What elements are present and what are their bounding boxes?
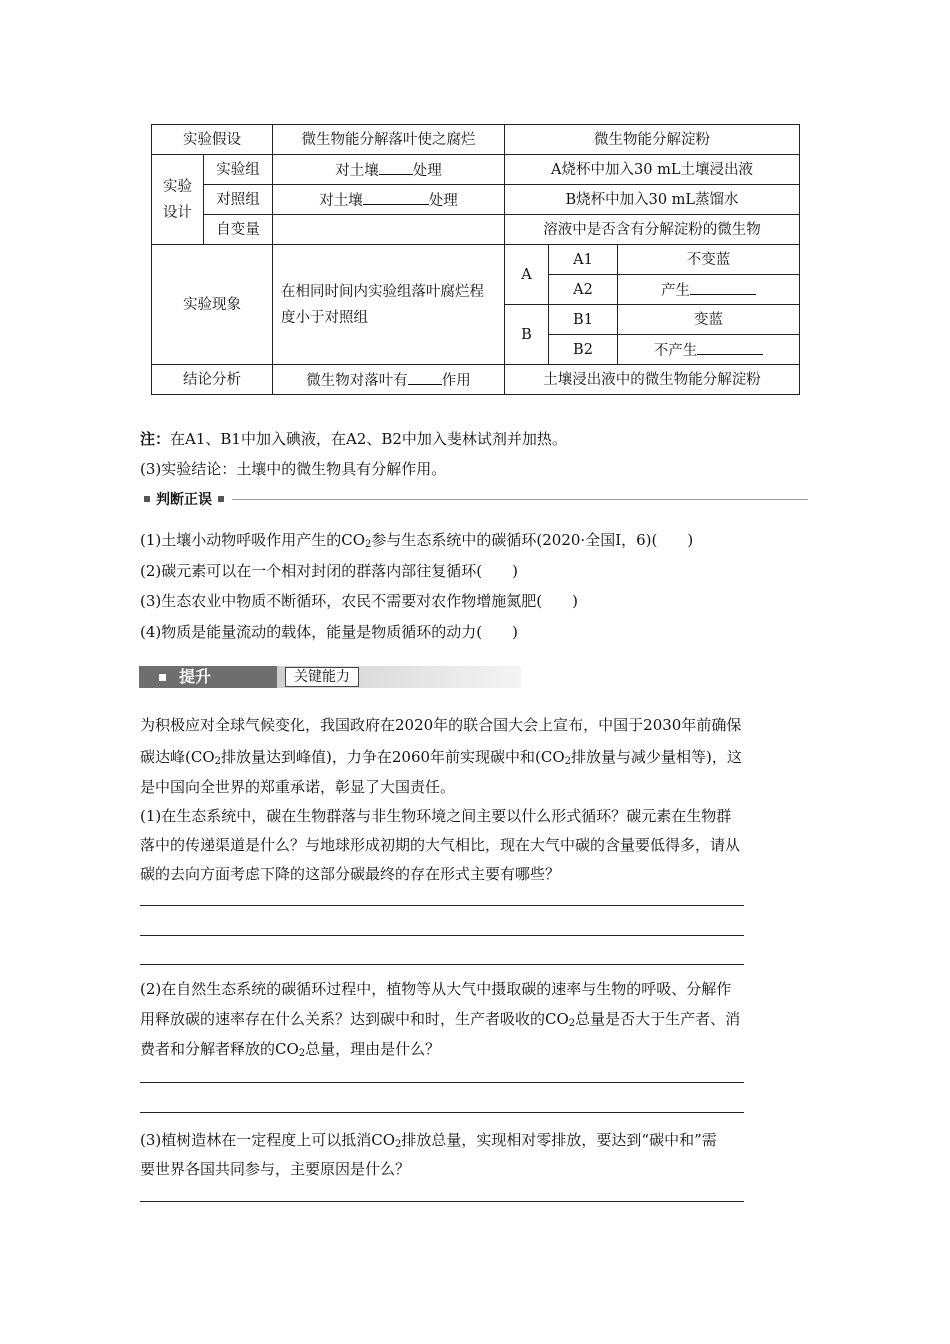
experimental-group-1 [273, 155, 505, 185]
fill-blank[interactable] [379, 160, 413, 175]
section-header [139, 660, 521, 694]
judge-item-3: (3)生态农业中物质不断循环，农民不需要对农作物增施氮肥( ) [140, 592, 578, 610]
fill-blank[interactable] [690, 280, 756, 295]
q2-3-a: 费者和分解者释放的CO [140, 1040, 299, 1058]
subscript: 2 [298, 1048, 306, 1059]
concl1-suffix: 作用 [441, 372, 471, 389]
question-1-line-1: (1)在生态系统中，碳在生物群落与非生物环境之间主要以什么形式循环？碳元素在生物群 [140, 807, 732, 825]
a2-result [618, 275, 800, 305]
question-1-line-3: 碳的去向方面考虑下降的这部分碳最终的存在形式主要有哪些？ [140, 865, 561, 883]
design-label-line2: 设计 [163, 204, 192, 221]
phenomenon-label: 实验现象 [152, 245, 273, 365]
intro-2-b: 排放量达到峰值)，力争在2060年前实现碳中和(CO [221, 748, 565, 766]
ctrl1-prefix: 对土壤 [319, 192, 363, 209]
intro-line-3: 是中国向全世界的郑重承诺，彰显了大国责任。 [140, 778, 456, 796]
experimental-group-2: A烧杯中加入30 mL土壤浸出液 [505, 155, 800, 185]
intro-2-c: 排放量与减少量相等)，这 [571, 748, 742, 766]
fill-blank[interactable] [408, 370, 442, 385]
b2-label: B2 [549, 335, 618, 365]
note-prefix: 注： [140, 430, 171, 448]
independent-variable-1 [273, 215, 505, 245]
subscript: 2 [365, 539, 372, 550]
subscript: 2 [395, 1139, 402, 1150]
phenomenon-1: 在相同时间内实验组落叶腐烂程度小于对照组 [273, 245, 505, 365]
q2-2-b: 总量是否大于生产者、消 [575, 1010, 741, 1028]
fill-blank[interactable] [363, 190, 429, 205]
conclusion-label: 结论分析 [152, 365, 273, 395]
q2-2-a: 用释放碳的速率存在什么关系？达到碳中和时，生产者吸收的CO [140, 1010, 569, 1028]
independent-variable-label: 自变量 [204, 215, 273, 245]
question-1-line-2: 落中的传递渠道是什么？与地球形成初期的大气相比，现在大气中碳的含量要低得多，请从 [140, 836, 741, 854]
square-bullet-icon [218, 496, 224, 502]
answer-line[interactable] [140, 1201, 744, 1202]
answer-line[interactable] [140, 1112, 744, 1113]
question-3-line-2: 要世界各国共同参与，主要原因是什么？ [140, 1160, 411, 1178]
b1-result: 变蓝 [618, 305, 800, 335]
design-label-line1: 实验 [163, 178, 192, 195]
a2-result-text: 产生 [661, 282, 691, 299]
intro-line-1: 为积极应对全球气候变化，我国政府在2020年的联合国大会上宣布，中国于2030年前确保 [140, 716, 742, 734]
question-2-line-3 [140, 1033, 812, 1070]
judge-item-4: (4)物质是能量流动的载体，能量是物质循环的动力( ) [140, 623, 518, 641]
intro-2-a: 碳达峰(CO [140, 748, 215, 766]
hypothesis-label: 实验假设 [152, 125, 273, 155]
control-group-1 [273, 185, 505, 215]
ctrl1-suffix: 处理 [428, 192, 458, 209]
divider [140, 499, 808, 500]
q2-3-b: 总量，理由是什么？ [305, 1040, 441, 1058]
judge-1-a: (1)土壤小动物呼吸作用产生的CO [140, 531, 366, 549]
section-title: 提升 [179, 667, 212, 686]
subscript: 2 [214, 756, 222, 767]
experiment-table [151, 124, 800, 395]
answer-line[interactable] [140, 1082, 744, 1083]
hypothesis-2: 微生物能分解淀粉 [505, 125, 800, 155]
square-bullet-icon [159, 674, 166, 681]
section-subtitle: 关键能力 [285, 667, 359, 687]
square-bullet-icon [144, 496, 150, 502]
b2-result-text: 不产生 [653, 342, 698, 359]
experimental-group-label: 实验组 [204, 155, 273, 185]
judge-header [140, 489, 808, 511]
q3-1-a: (3)植树造林在一定程度上可以抵消CO [140, 1131, 396, 1149]
a2-label: A2 [549, 275, 618, 305]
q3-1-b: 排放总量，实现相对零排放，要达到“碳中和”需 [401, 1131, 717, 1149]
experiment-conclusion: (3)实验结论：土壤中的微生物具有分解作用。 [140, 460, 447, 478]
b1-label: B1 [549, 305, 618, 335]
exp1-suffix: 处理 [412, 162, 442, 179]
design-label [152, 155, 204, 245]
control-group-label: 对照组 [204, 185, 273, 215]
judge-header-label [140, 489, 232, 511]
fill-blank[interactable] [697, 340, 763, 355]
judge-item-2: (2)碳元素可以在一个相对封闭的群落内部往复循环( ) [140, 562, 518, 580]
question-2-line-1: (2)在自然生态系统的碳循环过程中，植物等从大气中摄取碳的速率与生物的呼吸、分解作 [140, 980, 732, 998]
conclusion-2: 土壤浸出液中的微生物能分解淀粉 [505, 365, 800, 395]
control-group-2: B烧杯中加入30 mL蒸馏水 [505, 185, 800, 215]
note-text: 在A1、B1中加入碘液，在A2、B2中加入斐林试剂并加热。 [170, 430, 567, 448]
beaker-a-label: A [505, 245, 549, 305]
answer-line[interactable] [140, 905, 744, 906]
hypothesis-1: 微生物能分解落叶使之腐烂 [273, 125, 505, 155]
a1-label: A1 [549, 245, 618, 275]
judge-1-b: 参与生态系统中的碳循环(2020·全国Ⅰ，6)( ) [371, 531, 694, 549]
a1-result: 不变蓝 [618, 245, 800, 275]
subscript: 2 [564, 756, 572, 767]
b2-result [618, 335, 800, 365]
independent-variable-2: 溶液中是否含有分解淀粉的微生物 [505, 215, 800, 245]
concl1-prefix: 微生物对落叶有 [306, 372, 408, 389]
beaker-b-label: B [505, 305, 549, 365]
answer-line[interactable] [140, 935, 744, 936]
answer-line[interactable] [140, 964, 744, 965]
conclusion-1 [273, 365, 505, 395]
note [140, 423, 812, 455]
judge-header-text: 判断正误 [156, 492, 212, 508]
exp1-prefix: 对土壤 [335, 162, 379, 179]
subscript: 2 [568, 1018, 576, 1029]
